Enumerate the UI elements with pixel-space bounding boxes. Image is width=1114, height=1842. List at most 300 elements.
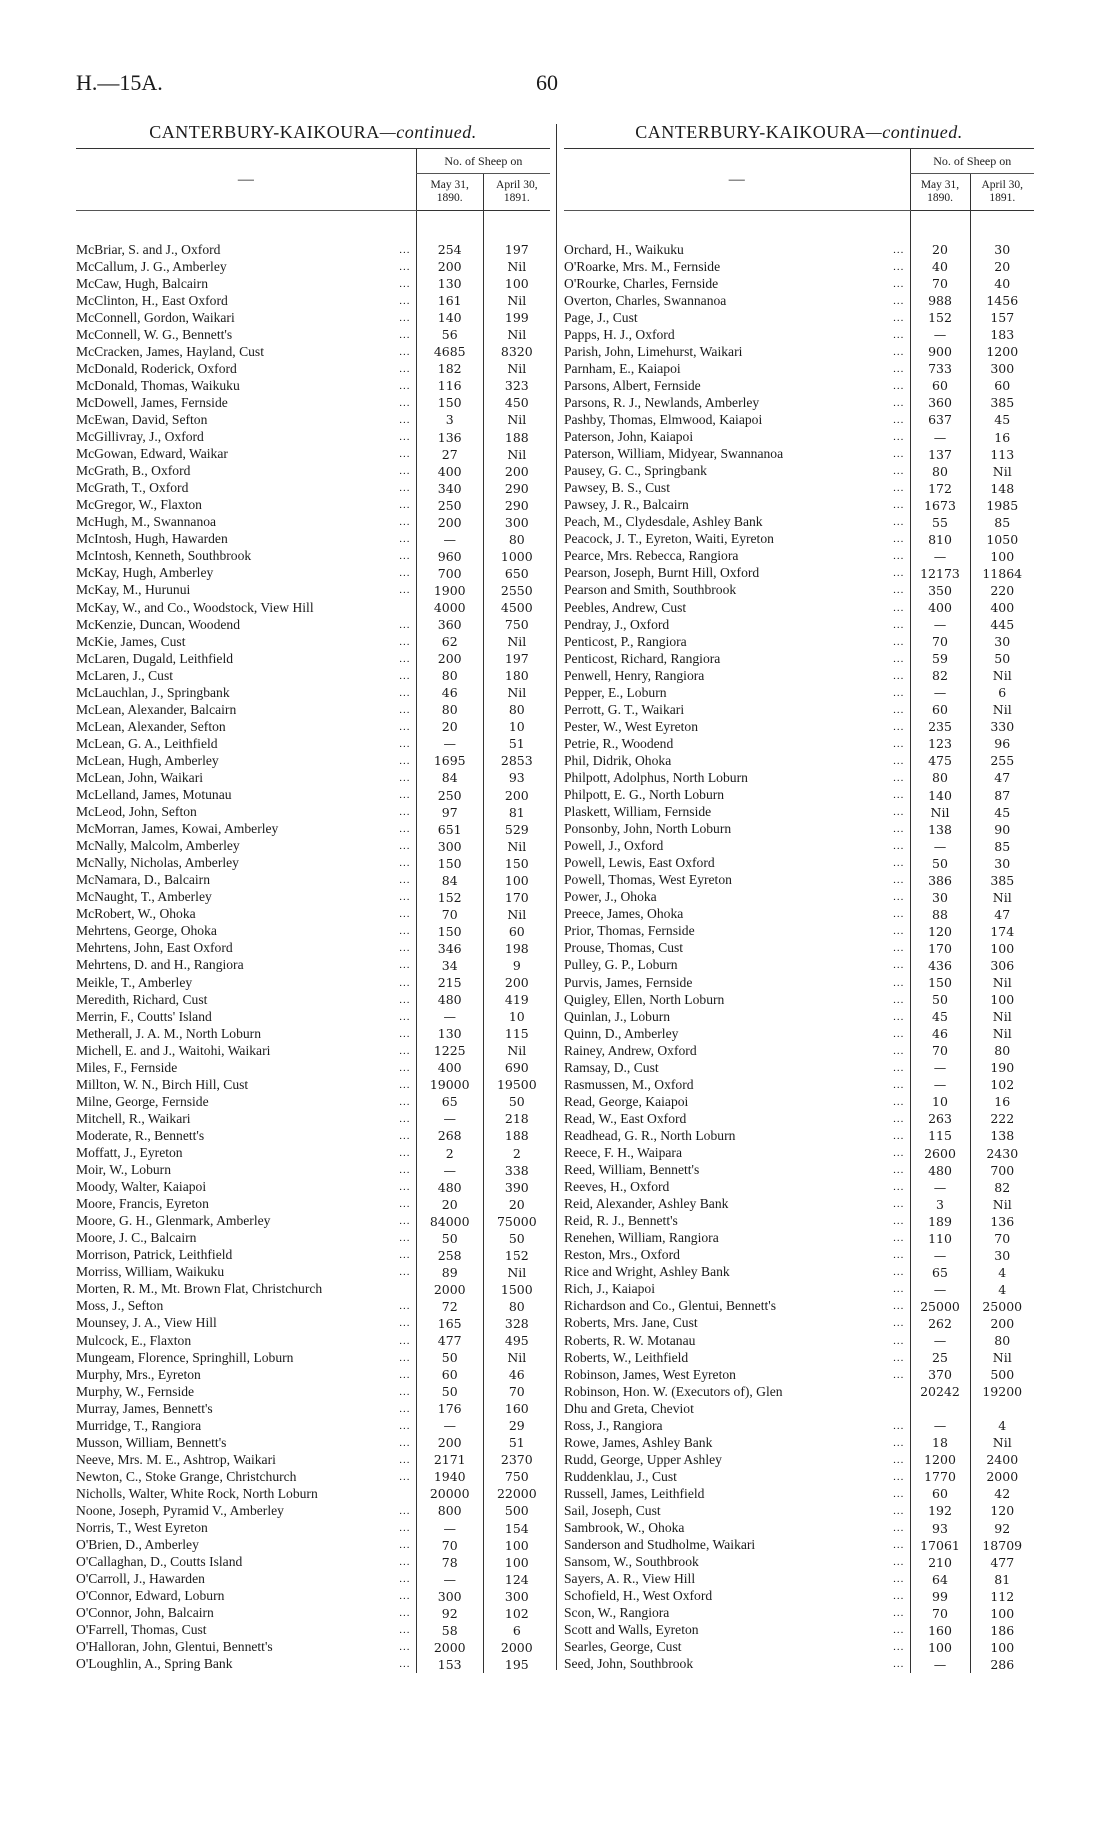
sheep-1891: 96 (970, 735, 1034, 752)
table-row (76, 769, 550, 786)
sheep-1891: 113 (970, 446, 1034, 463)
sheep-1890: 4000 (416, 599, 483, 616)
table-row (564, 1127, 1034, 1144)
owner-name: Norris, T., West Eyreton (76, 1520, 208, 1536)
leader-dots: ... (399, 942, 411, 955)
owner-name: Nicholls, Walter, White Rock, North Loburn (76, 1485, 318, 1501)
table-row (76, 1179, 550, 1196)
sheep-1890: 400 (416, 463, 483, 480)
sheep-1890: 70 (910, 275, 970, 292)
owner-name: Moss, J., Sefton (76, 1298, 164, 1314)
sheep-1891: 197 (483, 650, 550, 667)
table-row (76, 616, 550, 633)
sheep-1890: 165 (416, 1315, 483, 1332)
leader-dots: ... (893, 959, 905, 972)
sheep-1891: 90 (970, 821, 1034, 838)
sheep-1891: 9 (483, 957, 550, 974)
owner-name: Mungeam, Florence, Springhill, Loburn (76, 1349, 294, 1365)
owner-name: Moffatt, J., Eyreton (76, 1145, 183, 1160)
owner-name: Penticost, Richard, Rangiora (564, 650, 721, 666)
owner-name: McLauchlan, J., Springbank (76, 684, 230, 700)
sheep-1890: 50 (416, 1383, 483, 1400)
sheep-1890: — (416, 1571, 483, 1588)
table-row (564, 633, 1034, 650)
sheep-1891: 450 (483, 394, 550, 411)
owner-name: Petrie, R., Woodend (564, 735, 674, 751)
sheep-1890: 370 (910, 1366, 970, 1383)
table-row (76, 974, 550, 991)
sheep-1891: 750 (483, 616, 550, 633)
owner-name: Pulley, G. P., Loburn (564, 957, 678, 973)
leader-dots: ... (399, 1266, 411, 1279)
leader-dots: ... (399, 550, 411, 563)
leader-dots: ... (893, 328, 905, 341)
owner-name: Morriss, William, Waikuku (76, 1264, 225, 1280)
leader-dots (394, 599, 416, 616)
sheep-1891: 690 (483, 1059, 550, 1076)
sheep-1890: 64 (910, 1571, 970, 1588)
leader-dots: ... (893, 1044, 905, 1057)
table-row (564, 1332, 1034, 1349)
leader-dots: ... (893, 584, 905, 597)
owner-name: Meikle, T., Amberley (76, 974, 193, 990)
sheep-1891: 174 (970, 923, 1034, 940)
owner-name: Searles, George, Cust (564, 1639, 682, 1655)
owner-name: Mitchell, R., Waikari (76, 1110, 191, 1126)
owner-name: McLelland, James, Motunau (76, 787, 232, 803)
leader-dots: ... (399, 1573, 411, 1586)
sheep-1891: 495 (483, 1332, 550, 1349)
sheep-1890: 150 (416, 855, 483, 872)
owner-name: Michell, E. and J., Waitohi, Waikari (76, 1042, 271, 1058)
table-row (564, 1298, 1034, 1315)
table-row (76, 1281, 550, 1298)
table-row (76, 1264, 550, 1281)
table-row (564, 752, 1034, 769)
sheep-1891: 18709 (970, 1537, 1034, 1554)
sheep-1890: 99 (910, 1588, 970, 1605)
sheep-1890: 200 (416, 514, 483, 531)
leader-dots: ... (399, 533, 411, 546)
leader-dots: ... (399, 1198, 411, 1211)
owner-name: McGowan, Edward, Waikar (76, 446, 228, 462)
leader-dots: ... (399, 720, 411, 733)
owner-name: Millton, W. N., Birch Hill, Cust (76, 1076, 249, 1092)
owner-name: Rich, J., Kaiapoi (564, 1281, 655, 1297)
leader-dots: ... (399, 1061, 411, 1074)
table-row (76, 1076, 550, 1093)
leader-dots: ... (893, 1624, 905, 1637)
right-name-header: — (564, 149, 910, 211)
table-row (76, 735, 550, 752)
table-row (76, 1468, 550, 1485)
sheep-1890: 263 (910, 1110, 970, 1127)
leader-dots: ... (399, 1470, 411, 1483)
table-row (564, 667, 1034, 684)
owner-name: Parish, John, Limehurst, Waikari (564, 343, 743, 359)
owner-name: Murphy, Mrs., Eyreton (76, 1366, 201, 1382)
sheep-1891: 100 (483, 872, 550, 889)
leader-dots: ... (399, 959, 411, 972)
sheep-1890: — (910, 1281, 970, 1298)
leader-dots: ... (399, 1556, 411, 1569)
leader-dots: ... (399, 1539, 411, 1552)
leader-dots: ... (399, 703, 411, 716)
sheep-1891: 328 (483, 1315, 550, 1332)
owner-name: McConnell, Gordon, Waikari (76, 309, 235, 325)
owner-name: Murphy, W., Fernside (76, 1383, 195, 1399)
leader-dots: ... (893, 754, 905, 767)
owner-name: Mehrtens, John, East Oxford (76, 940, 233, 956)
sheep-1891: 50 (483, 1093, 550, 1110)
table-row (76, 1656, 550, 1673)
leader-dots: ... (893, 1095, 905, 1108)
sheep-1890: — (910, 429, 970, 446)
sheep-1890: 46 (416, 684, 483, 701)
table-row (76, 752, 550, 769)
leader-dots: ... (399, 243, 411, 256)
sheep-1891: 85 (970, 514, 1034, 531)
owner-name: Peach, M., Clydesdale, Ashley Bank (564, 514, 763, 530)
sheep-1891: 500 (970, 1366, 1034, 1383)
leader-dots: ... (893, 1436, 905, 1449)
owner-name: Perrott, G. T., Waikari (564, 701, 685, 717)
leader-dots: ... (399, 1641, 411, 1654)
table-row (564, 991, 1034, 1008)
sheep-1891: 70 (970, 1230, 1034, 1247)
table-row (76, 889, 550, 906)
sheep-1891: 8320 (483, 343, 550, 360)
owner-name: McDonald, Thomas, Waikuku (76, 377, 240, 393)
owner-name: McIntosh, Kenneth, Southbrook (76, 548, 252, 564)
leader-dots: ... (399, 567, 411, 580)
sheep-1891: 100 (970, 940, 1034, 957)
leader-dots: ... (399, 771, 411, 784)
leader-dots: ... (893, 396, 905, 409)
sheep-1890: 200 (416, 1434, 483, 1451)
sheep-1891: 170 (483, 889, 550, 906)
table-row (564, 1400, 1034, 1417)
sheep-1890: 92 (416, 1605, 483, 1622)
table-row (76, 701, 550, 718)
sheep-1890: 250 (416, 787, 483, 804)
sheep-1891: Nil (483, 292, 550, 309)
owner-name: Sansom, W., Southbrook (564, 1554, 699, 1570)
table-row (564, 906, 1034, 923)
sheep-1891: 115 (483, 1025, 550, 1042)
table-row (564, 1383, 1034, 1400)
leader-dots: ... (399, 1436, 411, 1449)
table-row (76, 1537, 550, 1554)
leader-dots: ... (893, 516, 905, 529)
sheep-1890: 50 (910, 991, 970, 1008)
table-row (564, 1605, 1034, 1622)
owner-name: McCaw, Hugh, Balcairn (76, 275, 209, 291)
sheep-1890: 137 (910, 446, 970, 463)
table-row (564, 463, 1034, 480)
leader-dots: ... (893, 1658, 905, 1671)
sheep-1890: 70 (910, 633, 970, 650)
sheep-1891: Nil (970, 1349, 1034, 1366)
leader-dots: ... (399, 1027, 411, 1040)
table-row (76, 872, 550, 889)
owner-name: O'Farrell, Thomas, Cust (76, 1622, 207, 1638)
leader-dots: ... (399, 1215, 411, 1228)
sheep-1890: 400 (910, 599, 970, 616)
leader-dots: ... (399, 993, 411, 1006)
leader-dots (394, 1485, 416, 1502)
leader-dots: ... (893, 1112, 905, 1125)
leader-dots: ... (893, 499, 905, 512)
sheep-1890: 2 (416, 1144, 483, 1161)
table-row (564, 718, 1034, 735)
leader-dots: ... (399, 1402, 411, 1415)
table-row (564, 582, 1034, 599)
owner-name: McEwan, David, Sefton (76, 411, 208, 427)
table-row (76, 446, 550, 463)
sheep-1891: 102 (483, 1605, 550, 1622)
sheep-1890: 235 (910, 718, 970, 735)
owner-name: Murridge, T., Rangiora (76, 1417, 202, 1433)
table-row (564, 531, 1034, 548)
table-row (564, 838, 1034, 855)
table-row (564, 1537, 1034, 1554)
sheep-1890: 400 (416, 1059, 483, 1076)
sheep-1891: 136 (970, 1213, 1034, 1230)
sheep-1891: 2000 (970, 1468, 1034, 1485)
leader-dots: ... (399, 277, 411, 290)
sheep-1890: 60 (910, 701, 970, 718)
table-row (564, 1110, 1034, 1127)
owner-name: Parnham, E., Kaiapoi (564, 360, 681, 376)
leader-dots: ... (893, 1539, 905, 1552)
owner-name: McDonald, Roderick, Oxford (76, 360, 237, 376)
leader-dots: ... (893, 448, 905, 461)
leader-dots: ... (399, 431, 411, 444)
sheep-1890: 182 (416, 360, 483, 377)
leader-dots: ... (399, 1317, 411, 1330)
sheep-1890: 25 (910, 1349, 970, 1366)
sheep-1891: Nil (970, 889, 1034, 906)
sheep-1891: 75000 (483, 1213, 550, 1230)
table-row (564, 497, 1034, 514)
sheep-1890: — (910, 1247, 970, 1264)
sheep-1890: 65 (416, 1093, 483, 1110)
leader-dots: ... (399, 1232, 411, 1245)
sheep-1890: 34 (416, 957, 483, 974)
table-row (564, 1434, 1034, 1451)
owner-name: Plaskett, William, Fernside (564, 804, 712, 820)
leader-dots: ... (399, 891, 411, 904)
sheep-1890: 475 (910, 752, 970, 769)
sheep-1890: 136 (416, 429, 483, 446)
leader-dots: ... (399, 1095, 411, 1108)
sheep-1890: — (416, 735, 483, 752)
table-row (564, 1366, 1034, 1383)
leader-dots: ... (893, 1487, 905, 1500)
leader-dots: ... (893, 1641, 905, 1654)
leader-dots: ... (399, 1010, 411, 1023)
owner-name: O'Rourke, Charles, Fernside (564, 275, 719, 291)
table-row (76, 838, 550, 855)
table-row (564, 241, 1034, 258)
sheep-1891: 419 (483, 991, 550, 1008)
leader-dots: ... (893, 533, 905, 546)
owner-name: Philpott, E. G., North Loburn (564, 787, 725, 803)
sheep-1891: 80 (970, 1042, 1034, 1059)
sheep-1890: — (416, 531, 483, 548)
table-row (564, 1468, 1034, 1485)
table-row (76, 1383, 550, 1400)
leader-dots: ... (893, 1573, 905, 1586)
sheep-1890: 176 (416, 1400, 483, 1417)
leader-dots: ... (893, 243, 905, 256)
leader-dots: ... (893, 465, 905, 478)
table-row (76, 1434, 550, 1451)
sheep-1891: 2853 (483, 752, 550, 769)
owner-name: Richardson and Co., Glentui, Bennett's (564, 1298, 776, 1314)
sheep-1890: 800 (416, 1502, 483, 1519)
sheep-1890: 810 (910, 531, 970, 548)
owner-name: McHugh, M., Swannanoa (76, 514, 217, 530)
owner-name: Paterson, William, Midyear, Swannanoa (564, 446, 784, 462)
leader-dots: ... (399, 1129, 411, 1142)
sheep-1890: 300 (416, 838, 483, 855)
sheep-1890: 82 (910, 667, 970, 684)
sheep-1890: 215 (416, 974, 483, 991)
owner-name: McConnell, W. G., Bennett's (76, 326, 233, 342)
leader-dots: ... (399, 857, 411, 870)
table-row (564, 1025, 1034, 1042)
owner-name: McLean, John, Waikari (76, 769, 204, 785)
leader-dots: ... (399, 379, 411, 392)
owner-name: Sambrook, W., Ohoka (564, 1520, 685, 1536)
owner-name: Paterson, John, Kaiapoi (564, 429, 694, 445)
owner-name: Pashby, Thomas, Elmwood, Kaiapoi (564, 411, 763, 427)
sheep-1891: 4 (970, 1264, 1034, 1281)
leader-dots: ... (893, 737, 905, 750)
sheep-1890: 152 (416, 889, 483, 906)
sheep-1891: 81 (970, 1571, 1034, 1588)
sheep-1890: 254 (416, 241, 483, 258)
leader-dots: ... (893, 1556, 905, 1569)
sheep-1890: 17061 (910, 1537, 970, 1554)
sheep-1891: 500 (483, 1502, 550, 1519)
owner-name: Neeve, Mrs. M. E., Ashtrop, Waikari (76, 1451, 276, 1467)
sheep-1891: 10 (483, 1008, 550, 1025)
owner-name: Overton, Charles, Swannanoa (564, 292, 727, 308)
table-row (564, 429, 1034, 446)
owner-name: Newton, C., Stoke Grange, Christchurch (76, 1468, 297, 1484)
sheep-1890 (910, 1400, 970, 1417)
owner-name: McGrath, B., Oxford (76, 463, 191, 479)
leader-dots: ... (893, 550, 905, 563)
sheep-1890: 140 (416, 309, 483, 326)
leader-dots: ... (399, 1300, 411, 1313)
owner-name: McIntosh, Hugh, Hawarden (76, 531, 228, 547)
sheep-1890: 80 (910, 769, 970, 786)
sheep-1890: 150 (910, 974, 970, 991)
sheep-1891: 11864 (970, 565, 1034, 582)
leader-dots: ... (399, 652, 411, 665)
sheep-1891: 255 (970, 752, 1034, 769)
sheep-1890: 340 (416, 480, 483, 497)
table-row (76, 1485, 550, 1502)
leader-dots: ... (399, 345, 411, 358)
sheep-1890: 360 (910, 394, 970, 411)
sheep-1890: 120 (910, 923, 970, 940)
page-number: 60 (536, 70, 558, 95)
sheep-1891: 29 (483, 1417, 550, 1434)
sheep-1891: 19200 (970, 1383, 1034, 1400)
sheep-1890: 262 (910, 1315, 970, 1332)
sheep-1890: 80 (910, 463, 970, 480)
left-col-april-1891: April 30, 1891. (483, 174, 550, 211)
table-row (76, 258, 550, 275)
sheep-1891: 323 (483, 377, 550, 394)
table-row (564, 735, 1034, 752)
leader-dots: ... (399, 874, 411, 887)
leader-dots: ... (893, 806, 905, 819)
owner-name: McLaren, J., Cust (76, 667, 174, 683)
right-sheep-table (564, 148, 1034, 1673)
owner-name: O'Carroll, J., Hawarden (76, 1571, 205, 1587)
owner-name: McRobert, W., Ohoka (76, 906, 196, 922)
right-column (564, 122, 1034, 1673)
leader-dots: ... (399, 1164, 411, 1177)
right-col-may-1890: May 31, 1890. (910, 174, 970, 211)
sheep-1890: — (910, 684, 970, 701)
sheep-1890: 1770 (910, 1468, 970, 1485)
leader-dots: ... (893, 720, 905, 733)
sheep-1891: Nil (483, 446, 550, 463)
sheep-1890: 70 (910, 1605, 970, 1622)
table-row (76, 275, 550, 292)
owner-name: McGrath, T., Oxford (76, 480, 189, 496)
owner-name: Milne, George, Fernside (76, 1093, 209, 1109)
sheep-1891: Nil (483, 838, 550, 855)
table-row (564, 548, 1034, 565)
sheep-1890: 733 (910, 360, 970, 377)
sheep-1890: 97 (416, 804, 483, 821)
right-group-header: No. of Sheep on (910, 149, 1034, 174)
sheep-1890: 59 (910, 650, 970, 667)
sheep-1890: 477 (416, 1332, 483, 1349)
sheep-1891: 100 (970, 1605, 1034, 1622)
sheep-1891: 4500 (483, 599, 550, 616)
sheep-1890: 436 (910, 957, 970, 974)
sheep-1891: Nil (483, 258, 550, 275)
owner-name: McLeod, John, Sefton (76, 804, 197, 820)
table-row (76, 1366, 550, 1383)
sheep-1891: 51 (483, 1434, 550, 1451)
leader-dots: ... (399, 1368, 411, 1381)
table-row (564, 326, 1034, 343)
sheep-1891: Nil (483, 633, 550, 650)
table-row (76, 1025, 550, 1042)
leader-dots: ... (893, 1470, 905, 1483)
sheep-1891: 82 (970, 1179, 1034, 1196)
leader-dots: ... (893, 345, 905, 358)
table-row (564, 1485, 1034, 1502)
owner-name: Pester, W., West Eyreton (564, 718, 699, 734)
table-row (76, 1042, 550, 1059)
owner-name: Dhu and Greta, Cheviot (564, 1400, 694, 1416)
owner-name: Ponsonby, John, North Loburn (564, 821, 732, 837)
sheep-1891: 30 (970, 241, 1034, 258)
owner-name: Power, J., Ohoka (564, 889, 657, 905)
sheep-1891: 190 (970, 1059, 1034, 1076)
